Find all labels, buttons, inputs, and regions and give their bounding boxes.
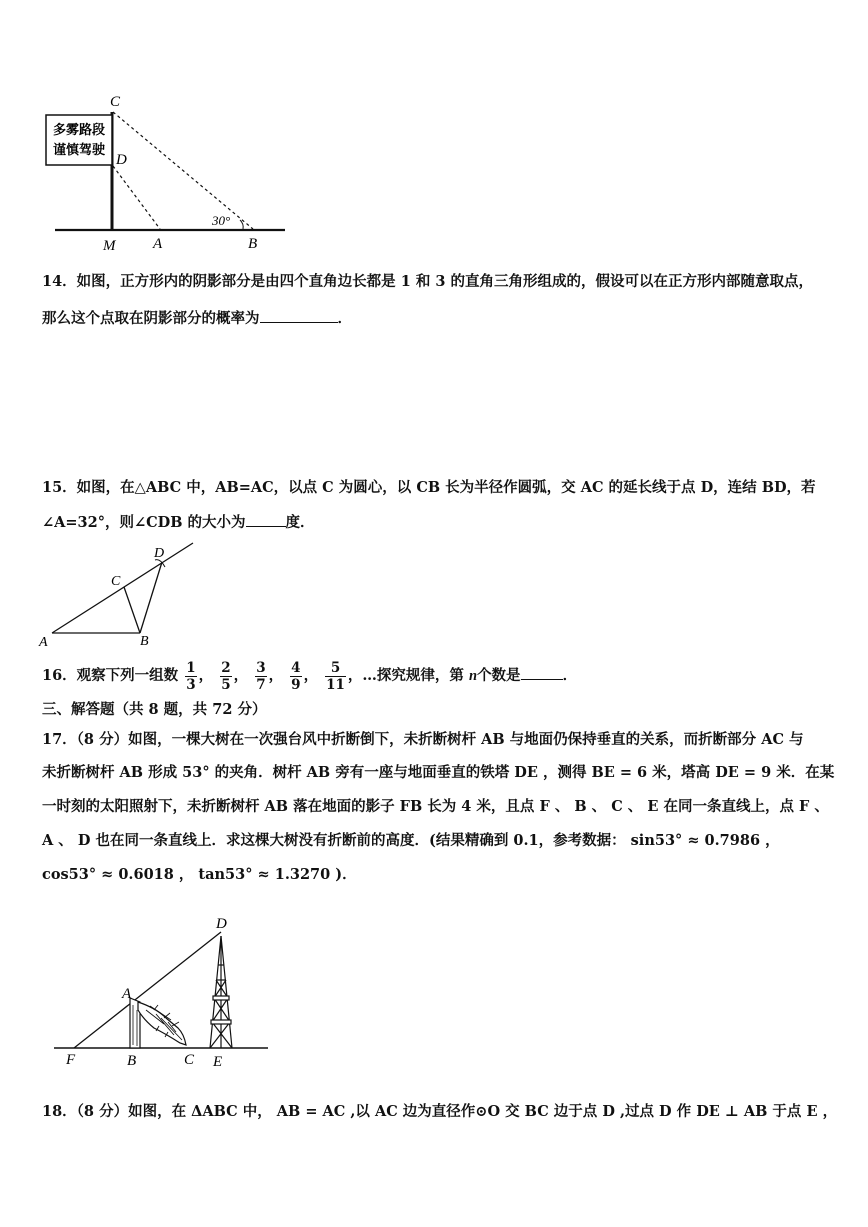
fraction-1: $\frac{1}{3}$ — [186, 659, 196, 693]
q17-line-5: cos53° ≈ 0.6018 ， tan53° ≈ 1.3270 )． — [42, 866, 357, 883]
q14-text: 那么这个点取在阴影部分的概率为 — [42, 310, 260, 327]
label-b: B — [127, 1053, 137, 1069]
sign-text-2: 谨慎驾驶 — [52, 143, 106, 158]
line-da — [113, 166, 160, 229]
label-d: D — [216, 916, 227, 932]
q15-end: 度． — [285, 514, 315, 531]
label-m: M — [103, 238, 116, 254]
fraction-3: $\frac{3}{7}$ — [256, 659, 266, 693]
q16-text: 16．观察下列一组数 — [42, 667, 179, 684]
answer-blank — [246, 512, 286, 527]
figure-13 — [40, 88, 300, 258]
angle-label: 30° — [212, 213, 231, 228]
angle-arc — [240, 220, 243, 229]
q17-line-2: 未折断树杆 AB 形成 53° 的夹角．树杆 AB 旁有一座与地面垂直的铁塔 DE ，测得 BE = 6 米，塔高 DE = 9 米．在某 — [42, 764, 835, 781]
line-bd — [140, 562, 162, 633]
line-cb — [124, 587, 140, 633]
label-a: A — [153, 236, 163, 252]
line-fd — [74, 932, 221, 1048]
fraction-5: $\frac{5}{11}$ — [326, 659, 345, 693]
figure-15 — [36, 538, 206, 650]
q14-line-1: 14．如图，正方形内的阴影部分是由四个直角边长都是 1 和 3 的直角三角形组成的，假设可以在正方形内部随意取点， — [42, 273, 814, 290]
broken-tree — [138, 1002, 186, 1045]
q14-end: ． — [337, 310, 352, 327]
q16-suffix: ，…探究规律，第 — [347, 667, 464, 684]
q16-line: 16．观察下列一组数 $\frac{1}{3}$ ， $\frac{2}{5}$ ， $\frac{3}{7}$ ， $\frac{4}{9}$ ， $\frac{5}{11}$ ，…探究规律，第 n个数是 ． — [42, 659, 578, 693]
sign-text-1: 多雾路段 — [52, 123, 106, 138]
label-b: B — [140, 634, 149, 649]
label-c: C — [184, 1052, 195, 1068]
answer-blank — [521, 665, 563, 680]
var-n: n — [468, 668, 478, 684]
label-d: D — [154, 546, 165, 561]
line-ad — [52, 543, 193, 633]
label-a: A — [122, 986, 132, 1002]
label-e: E — [213, 1054, 223, 1070]
q18-line-1: 18．（8 分）如图，在 ΔABC 中， AB = AC ,以 AC 边为直径作⊙O 交 BC 边于点 D ,过点 D 作 DE ⊥ AB 于点 E ， — [42, 1103, 838, 1120]
label-c: C — [110, 94, 121, 110]
q14-line-2 — [42, 308, 352, 329]
q15-text: ∠A=32°，则∠CDB 的大小为 — [42, 514, 246, 531]
q15-line-1: 15．如图，在△ABC 中，AB=AC，以点 C 为圆心，以 CB 长为半径作圆弧，交 AC 的延长线于点 D，连结 BD，若 — [42, 479, 816, 496]
figure-17 — [46, 910, 276, 1070]
label-a: A — [39, 635, 48, 650]
fraction-2: $\frac{2}{5}$ — [221, 659, 231, 693]
q17-line-4: A 、 D 也在同一条直线上．求这棵大树没有折断前的高度．(结果精确到 0.1，参考数据： sin53° ≈ 0.7986 ， — [42, 832, 780, 849]
q17-line-3: 一时刻的太阳照射下，未折断树杆 AB 落在地面的影子 FB 长为 4 米，且点 F 、 B 、 C 、 E 在同一条直线上，点 F 、 — [42, 798, 829, 815]
section-heading: 三、解答题（共 8 题，共 72 分） — [42, 701, 267, 718]
label-b: B — [248, 236, 258, 252]
label-d: D — [116, 152, 127, 168]
q17-line-1: 17．（8 分）如图，一棵大树在一次强台风中折断倒下，未折断树杆 AB 与地面仍保持垂直的关系，而折断部分 AC 与 — [42, 731, 804, 748]
label-f: F — [66, 1052, 76, 1068]
tower — [210, 936, 232, 1048]
fraction-4: $\frac{4}{9}$ — [291, 659, 301, 693]
q15-line-2 — [42, 512, 315, 533]
answer-blank — [260, 308, 338, 323]
label-c: C — [111, 574, 121, 589]
line-cb — [113, 112, 253, 229]
